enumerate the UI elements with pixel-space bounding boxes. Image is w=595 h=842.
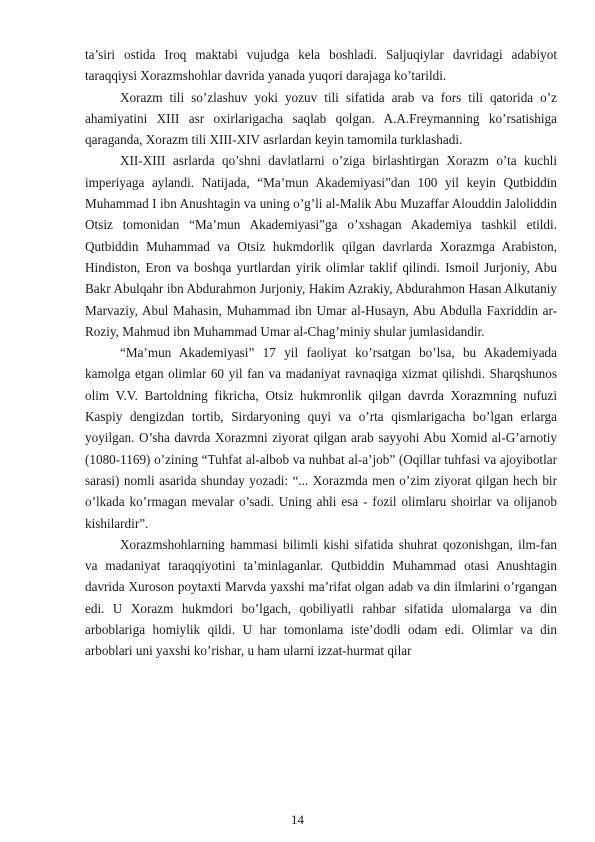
page-number: 14	[291, 812, 304, 827]
document-page	[85, 44, 557, 662]
paragraph-1: ta’siri ostida Iroq maktabi vujudga kela boshladi. Saljuqiylar davridagi adabiyot taraqqiysi Xorazmshohlar davrida yanada yuqori darajaga ko’tarildi.	[85, 47, 557, 84]
paragraph-5: Xorazmshohlarning hammasi bilimli kishi sifatida shuhrat qozonishgan, ilm-fan va madaniyat taraqqiyotini ta’minlaganlar. Qutbiddin Muhammad otasi Anushtagin davrida Xuroson poytaxti Marvda yaxshi ma’rifat olgan adab va din ilmlarini o’rgangan edi. U Xorazm hukmdori bo’lgach, qobiliyatli rahbar sifatida ulomalarga va din arboblariga homiylik qildi. U har tomonlama iste’dodli odam edi. Olimlar va din arboblari uni yaxshi ko’rishar, u ham ularni izzat-hurmat qilar	[85, 536, 557, 659]
paragraph-2: Xorazm tili so’zlashuv yoki yozuv tili sifatida arab va fors tili qatorida o’z ahamiyatini XIII asr oxirlarigacha saqlab qolgan. A.A.Freymanning ko’rsatishiga qaraganda, Xorazm tili XIII-XIV asrlardan keyin tamomila turklashadi.	[85, 89, 557, 148]
paragraph-4: “Ma’mun Akademiyasi” 17 yil faoliyat ko’rsatgan bo’lsa, bu Akademiyada kamolga etgan olimlar 60 yil fan va madaniyat ravnaqiga xizmat qilishdi. Sharqshunos olim V.V. Bartoldning fikricha, Otsiz hukmronlik qilgan davrda Xorazmning nufuzi Kaspiy dengizdan tortib, Sirdaryoning quyi va o’rta qismlarigacha bo’lgan erlarga yoyilgan. O’sha davrda Xorazmni ziyorat qilgan arab sayyohi Abu Xomid al-G’arnotiy (1080-1169) o’zining “Tuhfat al-albob va nuhbat al-a’job” (Oqillar tuhfasi va ajoyibotlar sarasi) nomli asarida shunday yozadi: “... Xorazmda men o’zim ziyorat qilgan hech bir o’lkada ko’rmagan mevalar o’sadi. Uning ahli esa - fozil olimlaru shoirlar va olijanob kishilardir”.	[85, 345, 557, 531]
paragraph-3: XII-XIII asrlarda qo’shni davlatlarni o’ziga birlashtirgan Xorazm o’ta kuchli imperiyaga aylandi. Natijada, “Ma’mun Akademiyasi”dan 100 yil keyin Qutbiddin Muhammad I ibn Anushtagin va uning o’g’li al-Malik Abu Muzaffar Alouddin Jaloliddin Otsiz tomonidan “Ma’mun Akademiyasi”ga o’xshagan Akademiya tashkil etildi. Qutbiddin Muhammad va Otsiz hukmdorlik qilgan davrlarda Xorazmga Arabiston, Hindiston, Eron va boshqa yurtlardan yirik olimlar taklif qilindi. Ismoil Jurjoniy, Abu Bakr Abulqahr ibn Abdurahmon Jurjoniy, Hakim Azrakiy, Abdurahmon Hasan Alkutaniy Marvaziy, Abul Mahasin, Muhammad ibn Umar al-Husayn, Abu Abdulla Faxriddin ar-Roziy, Mahmud ibn Muhammad Umar al-Chag’miniy shular jumlasidandir.	[85, 153, 557, 339]
